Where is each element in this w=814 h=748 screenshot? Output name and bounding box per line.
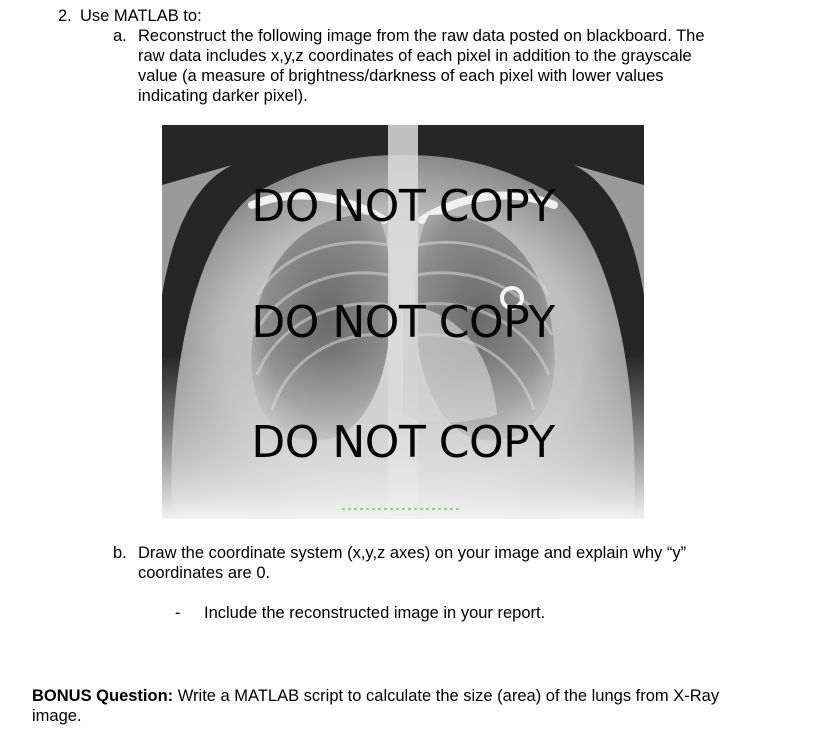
bonus-line-1 [32,686,719,706]
part-b-line-2: coordinates are 0. [138,564,271,582]
part-b-line-1: Draw the coordinate system (x,y,z axes) on your image and explain why “y” [138,544,687,562]
bonus-line-1-text: Write a MATLAB script to calculate the size (area) of the lungs from X-Ray [173,687,720,705]
part-a-line-3: value (a measure of brightness/darkness of each pixel with lower values [138,67,664,85]
question-heading-text: Use MATLAB to: [80,7,202,25]
bullet-dash: - [175,604,181,622]
part-a-line-4: indicating darker pixel). [138,87,308,105]
part-a-line-1: Reconstruct the following image from the raw data posted on blackboard. The [138,27,705,45]
chest-xray-image [162,125,644,519]
watermark-text-3: DO NOT COPY [251,417,555,468]
part-b-marker: b. [113,544,127,562]
part-a-line-2: raw data includes x,y,z coordinates of each pixel in addition to the grayscale [138,47,692,65]
bonus-line-2: image. [32,707,82,725]
bullet-text: Include the reconstructed image in your report. [204,604,546,622]
question-2-heading [58,6,202,26]
bonus-label: BONUS Question: [32,687,174,705]
watermark-text-1: DO NOT COPY [251,181,555,232]
part-a-marker: a. [113,27,127,45]
question-number: 2. [58,7,72,25]
watermark-text-2: DO NOT COPY [251,297,555,348]
